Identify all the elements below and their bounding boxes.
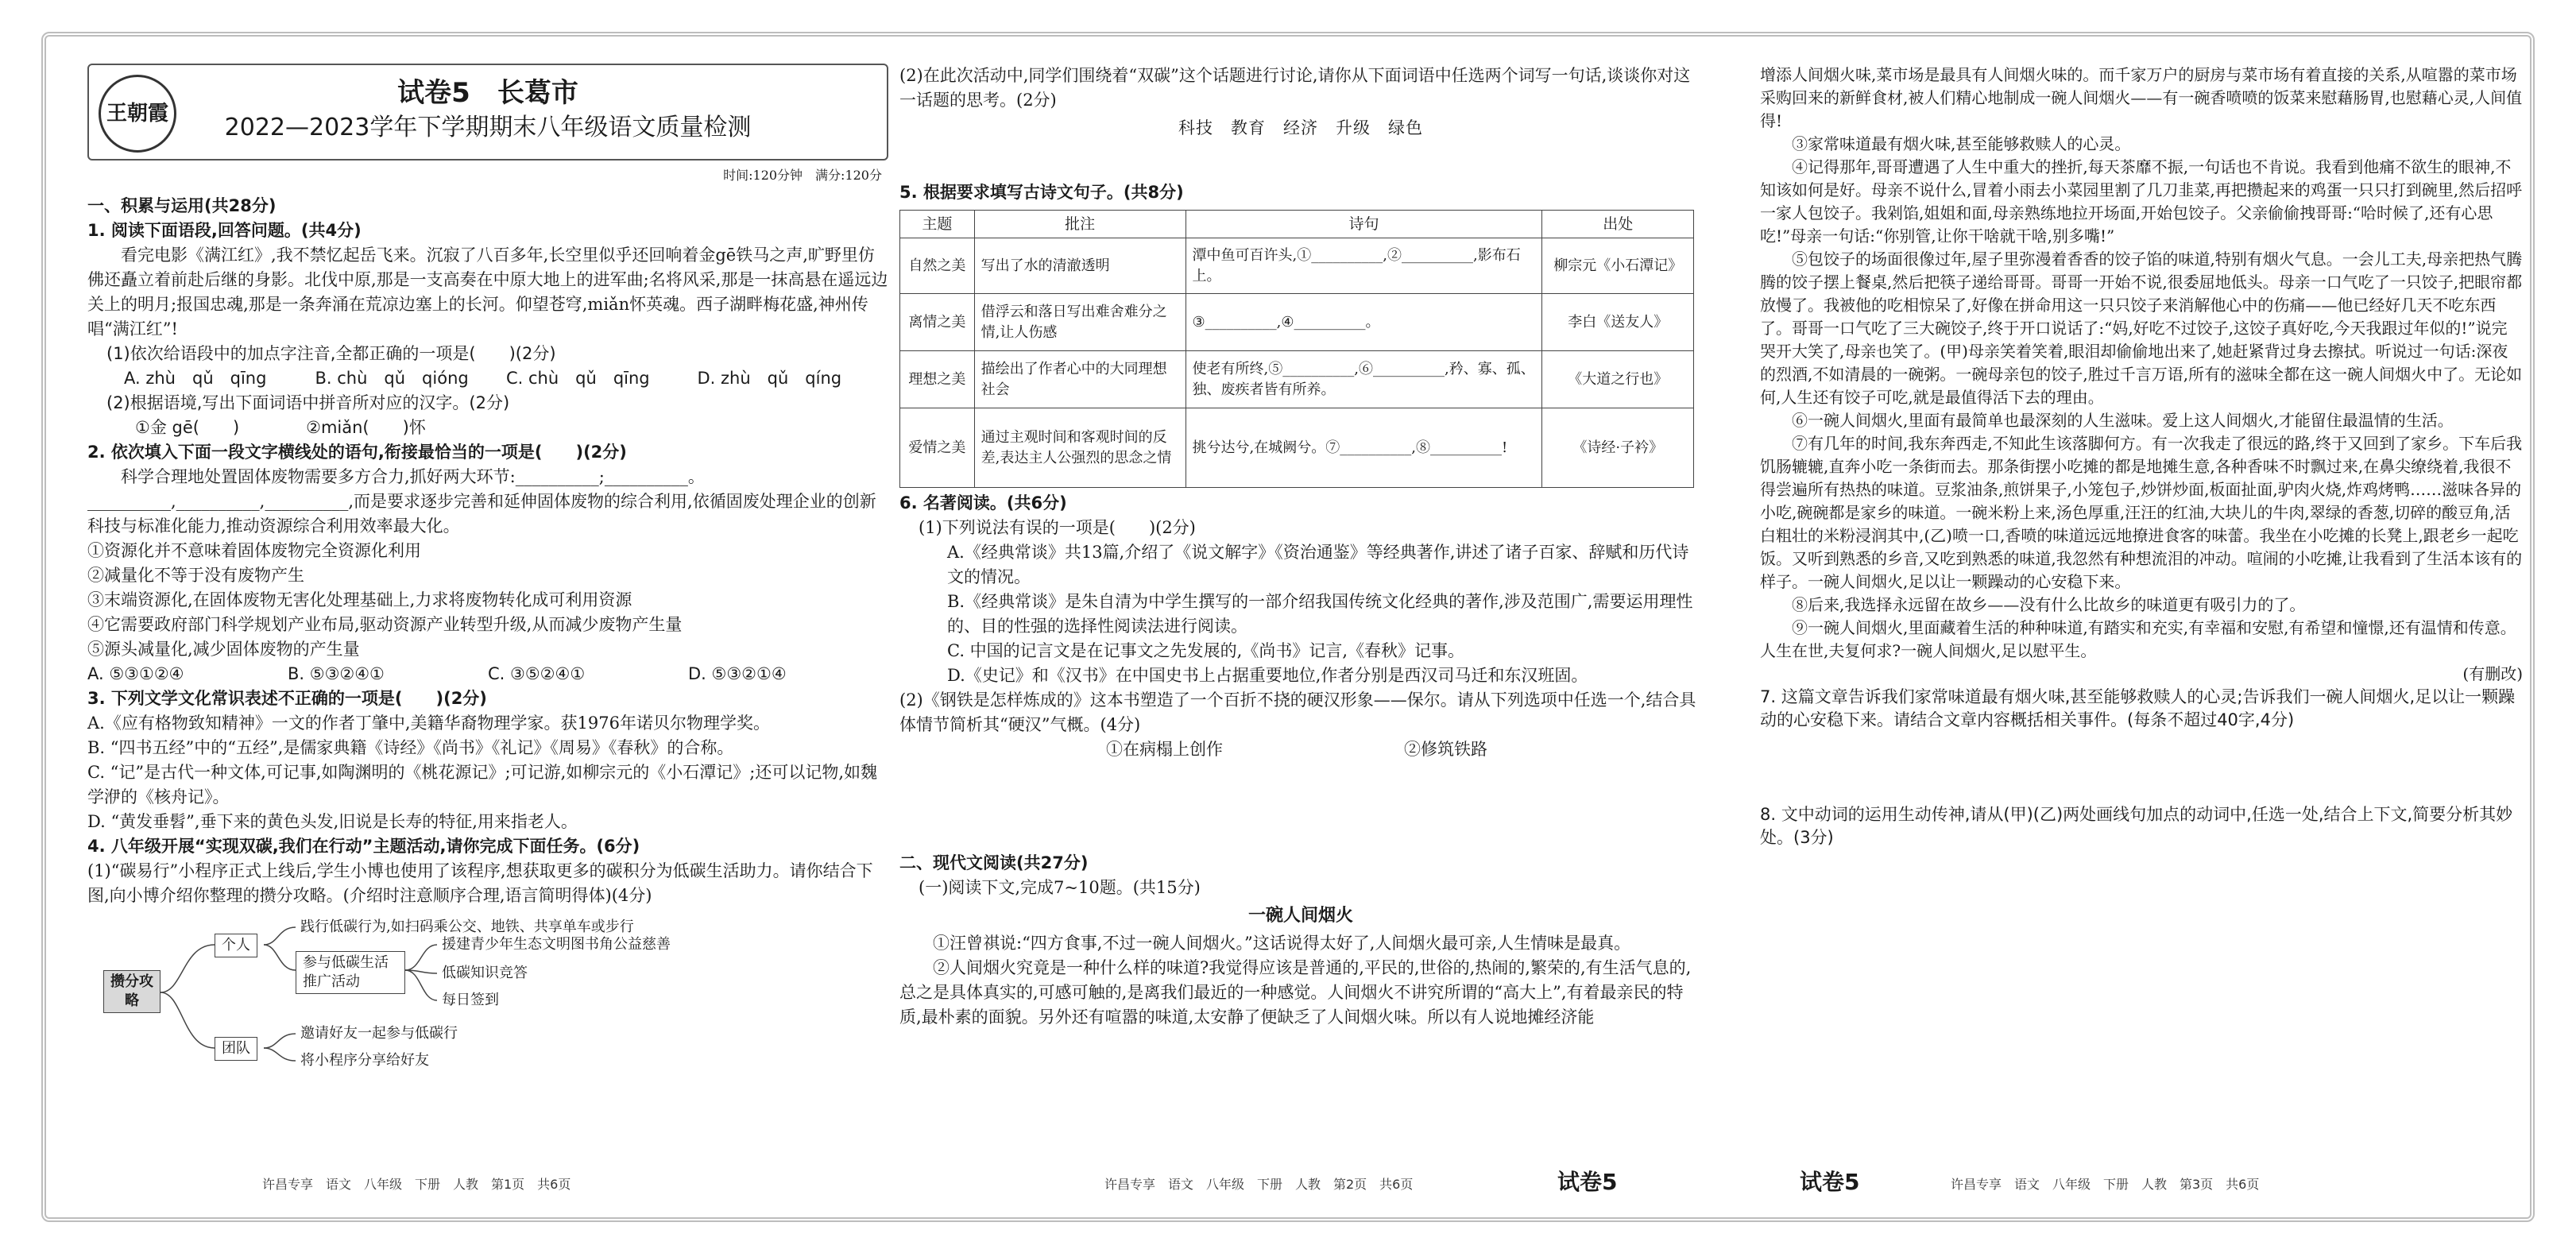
page-footer: 许昌专享 语文 八年级 下册 人教 第3页 共6页 [1951, 1177, 2260, 1192]
table-cell: 爱情之美 [900, 408, 975, 488]
table-cell: 挑兮达兮,在城阙兮。⑦__________,⑧__________! [1186, 408, 1542, 488]
mind-map-personal: 个人 [215, 934, 257, 957]
exam-title: 试卷5 长葛市 [397, 77, 578, 109]
article-paragraph: ⑧后来,我选择永远留在故乡——没有什么比故乡的味道更有吸引力的了。 [1792, 595, 2306, 614]
option-c: C. chù qǔ qīng [506, 369, 650, 388]
list-item: ①资源化并不意味着固体废物完全资源化利用 [87, 541, 421, 560]
page-footer: 许昌专享 语文 八年级 下册 人教 第2页 共6页 [1104, 1177, 1414, 1192]
table-row [900, 408, 1694, 488]
table-header: 批注 [974, 211, 1186, 238]
mind-map-node: 践行低碳行为,如扫码乘公交、地铁、共享单车或步行 [300, 919, 634, 935]
table-cell: 借浮云和落日写出难舍难分之情,让人伤感 [974, 294, 1186, 351]
passage-text: 看完电影《满江红》,我不禁忆起岳飞来。沉寂了八百多年,长空里似乎还回响着金gē铁马之声,旷野里仿佛还矗立着前赴后继的身影。北伐中原,那是一支高奏在中原大地上的进军曲;名将风采,那是一抹高悬在遥远边关上的明月;报国忠魂,那是一条奔涌在荒凉边塞上的长河。仰望苍穹,miǎn怀英魂。西子湖畔梅花盛,神州传唱“满江红”! [87, 246, 888, 338]
fill-blank-line: ①金 gē( ) ②miǎn( )怀 [135, 418, 426, 437]
table-row [900, 238, 1694, 294]
option-2: ②修筑铁路 [1404, 740, 1487, 759]
section-heading: 一、积累与运用(共28分) [87, 196, 277, 215]
question-4: 4. 八年级开展“实现双碳,我们在行动”主题活动,请你完成下面任务。(6分) [87, 837, 640, 856]
section-heading: 二、现代文阅读(共27分) [899, 853, 1089, 872]
option-a: A. zhù qǔ qīng [124, 369, 267, 388]
article-paragraph: ⑥一碗人间烟火,里面有最简单也最深刻的人生滋味。爱上这人间烟火,才能留住最温情的生活。 [1792, 411, 2454, 430]
page-column-3 [1760, 64, 2523, 1172]
list-item: A.《经典常谈》共13篇,介绍了《说文解字》《资治通鉴》等经典著作,讲述了诸子百家、辞赋和历代诗文的情况。 [947, 543, 1689, 586]
question-1: 1. 阅读下面语段,回答问题。(共4分) [87, 221, 362, 240]
poetry-table [899, 210, 1694, 488]
sub-question: (1)“碳易行”小程序正式上线后,学生小博也使用了该程序,想获取更多的碳积分为低碳生活助力。请你结合下图,向小博介绍你整理的攒分攻略。(介绍时注意顺序合理,语言简明得体)(4分) [87, 861, 873, 905]
question-7: 7. 这篇文章告诉我们家常味道最有烟火味,甚至能够救赎人的心灵;告诉我们一碗人间烟火,足以让一颗躁动的心安稳下来。请结合文章内容概括相关事件。(每条不超过40字,4分) [1760, 687, 2516, 729]
mind-map-node: 每日签到 [442, 992, 499, 1008]
list-item: ③末端资源化,在固体废物无害化处理基础上,力求将废物转化成可利用资源 [87, 590, 632, 609]
logo-text: 王朝霞 [106, 101, 168, 126]
options-row [87, 662, 888, 687]
sub-question: (1)依次给语段中的加点字注音,全都正确的一项是( )(2分) [106, 344, 556, 363]
list-item: B.《经典常谈》是朱自清为中学生撰写的一部介绍我国传统文化经典的著作,涉及范围广,需要运用理性的、目的性强的选择性阅读法进行阅读。 [947, 592, 1693, 636]
table-row [900, 351, 1694, 408]
option-1: ①在病榻上创作 [1106, 740, 1223, 759]
exam-mark: 试卷5 [1800, 1169, 1860, 1195]
table-cell: ③__________,④__________。 [1186, 294, 1542, 351]
table-cell: 使老有所终,⑤__________,⑥__________,矜、寡、孤、独、废疾者皆有所养。 [1186, 351, 1542, 408]
sub-question: (2)在此次活动中,同学们围绕着“双碳”这个话题进行讨论,请你从下面词语中任选两个词写一句话,谈谈你对这一话题的思考。(2分) [899, 66, 1691, 110]
mind-map-node: 将小程序分享给好友 [300, 1052, 429, 1069]
page-column-1 [87, 64, 888, 1172]
table-cell: 《大道之行也》 [1542, 351, 1694, 408]
sub-question: (2)根据语境,写出下面词语中拼音所对应的汉字。(2分) [106, 393, 510, 412]
mind-map-node: 低碳知识竞答 [442, 965, 528, 981]
sub-question: (1)下列说法有误的一项是( )(2分) [919, 518, 1196, 537]
table-cell: 写出了水的清澈透明 [974, 238, 1186, 294]
mind-map-node: 邀请好友一起参与低碳行 [300, 1025, 458, 1042]
option-a: A. ⑤③①②④ [87, 664, 184, 683]
list-item: ②减量化不等于没有废物产生 [87, 566, 304, 585]
mind-map-node: 参与低碳生活推广活动 [296, 951, 405, 994]
option-d: D. ⑤③②①④ [688, 664, 787, 683]
table-header: 诗句 [1186, 211, 1542, 238]
table-cell: 柳宗元《小石潭记》 [1542, 238, 1694, 294]
list-item: ④它需要政府部门科学规划产业布局,驱动资源产业转型升级,从而减少废物产生量 [87, 615, 683, 634]
article-paragraph: ⑤包饺子的场面很像过年,屋子里弥漫着香香的饺子馅的味道,特别有烟火气息。一会儿工夫,母亲把热气腾腾的饺子摆上餐桌,然后把筷子递给哥哥。哥哥一开始不说,很委屈地低头。母亲一口气吃了一只饺子,把眼帘都放慢了。我被他的吃相惊呆了,好像在拼命用这一只只饺子来消解他心中的伤痛——他已经好几天不吃东西了。哥哥一口气吃了三大碗饺子,终于开口说话了:“妈,好吃不过饺子,这饺子真好吃,今天我跟过年似的!”说完哭开大笑了,母亲也笑了。(甲)母亲笑着笑着,眼泪却偷偷地出来了,她赶紧背过身去擦拭。听说过一句话:深夜的烈酒,不如清晨的一碗粥。一碗母亲包的饺子,胜过千言万语,所有的滋味全都在这一碗人间烟火中了。无论如何,人生还有饺子可吃,就是最值得活下去的理由。 [1760, 249, 2523, 407]
article-paragraph: ③家常味道最有烟火味,甚至能够救赎人的心灵。 [1792, 134, 2131, 153]
article-paragraph: 增添人间烟火味,菜市场是最具有人间烟火味的。而千家万户的厨房与菜市场有着直接的关系,从喧嚣的菜市场采购回来的新鲜食材,被人们精心地制成一碗人间烟火——有一碗香喷喷的饭菜来慰藉肠胃,也慰藉心灵,人间值得! [1760, 65, 2523, 130]
table-cell: 潭中鱼可百许头,①__________,②__________,影布石上。 [1186, 238, 1542, 294]
brand-logo [99, 75, 176, 153]
article-paragraph: ⑦有几年的时间,我东奔西走,不知此生该落脚何方。有一次我走了很远的路,终于又回到了家乡。下车后我饥肠辘辘,直奔小吃一条街而去。那条街摆小吃摊的都是地摊生意,各种香味不时飘过来,在鼻尖缭绕着,我很不得尝遍所有热热的味道。豆浆油条,煎饼果子,小笼包子,炒饼炒面,板面扯面,驴肉火烧,炸鸡烤鸭……滋味各异的小吃,碗碗都是家乡的味道。一碗米粉上来,汤色厚重,汪汪的红油,大块儿的牛肉,翠绿的香葱,切碎的酸豆角,活白粗壮的米粉浸润其中,(乙)喷一口,香喷的味道远远地撩进食客的味蕾。我坐在小吃摊的长凳上,跟老乡一起吃饭。又听到熟悉的乡音,又吃到熟悉的味道,我忽然有种想流泪的冲动。喧闹的小吃摊,让我看到了生活本该有的样子。一碗人间烟火,足以让一颗躁动的心安稳下来。 [1760, 434, 2523, 591]
table-cell: 李白《送友人》 [1542, 294, 1694, 351]
article-paragraph: ④记得那年,哥哥遭遇了人生中重大的挫折,每天茶靡不振,一句话也不肯说。我看到他痛不欲生的眼神,不知该如何是好。母亲不说什么,冒着小雨去小菜园里割了几刀韭菜,再把攒起来的鸡蛋一只只打到碗里,然后招呼一家人包饺子。我剁馅,姐姐和面,母亲熟练地拉开场面,开始包饺子。父亲偷偷拽哥哥:“哈时候了,还有心思吃!”母亲一句话:“你别管,让你干啥就干啥,别多嘴!” [1760, 157, 2523, 246]
table-row [900, 294, 1694, 351]
article-note: (有删改) [2462, 664, 2523, 683]
table-header-row [900, 211, 1694, 238]
sub-question: (2)《钢铁是怎样炼成的》这本书塑造了一个百折不挠的硬汉形象——保尔。请从下列选项中任选一个,结合具体情节简析其“硬汉”气概。(4分) [899, 690, 1696, 734]
exam-subtitle: 2022—2023学年下学期期末八年级语文质量检测 [224, 114, 752, 141]
passage-text: 科学合理地处置固体废物需要多方合力,抓好两大环节:__________;__________。__________,__________,__________,而是要求逐步完善和延伸固体废物的综合利用,依循固废处理企业的创新科技与标准化能力,推动资源综合利用效率最大化。 [87, 467, 876, 536]
option-b: B. ⑤③②④① [288, 664, 385, 683]
page-footer: 许昌专享 语文 八年级 下册 人教 第1页 共6页 [262, 1177, 571, 1192]
question-3: 3. 下列文学文化常识表述不正确的一项是( )(2分) [87, 689, 487, 708]
question-5: 5. 根据要求填写古诗文句子。(共8分) [899, 183, 1184, 202]
list-item: C. 中国的记言文是在记事文之先发展的,《尚书》记言,《春秋》记事。 [947, 641, 1465, 660]
article-paragraph: ⑨一碗人间烟火,里面藏着生活的种种味道,有踏实和充实,有幸福和安慰,有希望和憧憬,还有温情和传意。人生在世,夫复何求?一碗人间烟火,足以慰平生。 [1760, 618, 2516, 660]
list-item: A.《应有格物致知精神》一文的作者丁肇中,美籍华裔物理学家。获1976年诺贝尔物理学奖。 [87, 714, 770, 733]
exam-mark: 试卷5 [1557, 1169, 1618, 1195]
mind-map-team: 团队 [215, 1037, 257, 1061]
option-b: B. chù qǔ qióng [315, 369, 469, 388]
table-cell: 《诗经·子衿》 [1542, 408, 1694, 488]
table-header: 出处 [1542, 211, 1694, 238]
time-info: 时间:120分钟 满分:120分 [723, 168, 882, 183]
list-item: D.《史记》和《汉书》在中国史书上占据重要地位,作者分别是西汉司马迁和东汉班固。 [947, 666, 1588, 685]
table-cell: 自然之美 [900, 238, 975, 294]
table-cell: 离情之美 [900, 294, 975, 351]
list-item: B. “四书五经”中的“五经”,是儒家典籍《诗经》《尚书》《礼记》《周易》《春秋》的合称。 [87, 738, 734, 757]
page-column-2 [899, 64, 1702, 1172]
table-cell: 通过主观时间和客观时间的反差,表达主人公强烈的思念之情 [974, 408, 1186, 488]
list-item: ⑤源头减量化,减少固体废物的产生量 [87, 640, 360, 659]
list-item: C. “记”是古代一种文体,可记事,如陶渊明的《桃花源记》;可记游,如柳宗元的《小石潭记》;还可以记物,如魏学洢的《核舟记》。 [87, 763, 877, 806]
list-item: D. “黄发垂髫”,垂下来的黄色头发,旧说是长寿的特征,用来指老人。 [87, 812, 578, 831]
word-list: 科技 教育 经济 升级 绿色 [1178, 118, 1423, 137]
article-paragraph: ②人间烟火究竟是一种什么样的味道?我觉得应该是普通的,平民的,世俗的,热闹的,繁荣的,有生活气息的,总之是具体真实的,可感可触的,是离我们最近的一种感觉。人间烟火不讲究所谓的“高大上”,有着最亲民的特质,最朴素的面貌。另外还有喧嚣的味道,太安静了便缺乏了人间烟火味。所以有人说地摊经济能 [899, 958, 1692, 1027]
exam-header [87, 64, 888, 161]
options-row [899, 737, 1702, 762]
article-paragraph: ①汪曾祺说:“四方食事,不过一碗人间烟火。”这话说得太好了,人间烟火最可亲,人生情味是最真。 [933, 934, 1631, 953]
article-title: 一碗人间烟火 [1247, 906, 1353, 926]
question-6: 6. 名著阅读。(共6分) [899, 493, 1067, 512]
options-row [87, 366, 888, 391]
mind-map-node: 援建青少年生态文明图书角公益慈善 [442, 936, 671, 953]
sub-section-heading: (一)阅读下文,完成7~10题。(共15分) [919, 878, 1201, 897]
table-header: 主题 [900, 211, 975, 238]
mind-map [87, 913, 888, 1077]
option-c: C. ③⑤②④① [488, 664, 586, 683]
question-8: 8. 文中动词的运用生动传神,请从(甲)(乙)两处画线句加点的动词中,任选一处,结合上下文,简要分析其妙处。(3分) [1760, 805, 2513, 847]
mind-map-root: 攒分攻略 [103, 970, 161, 1013]
table-cell: 理想之美 [900, 351, 975, 408]
table-cell: 描绘出了作者心中的大同理想社会 [974, 351, 1186, 408]
question-2: 2. 依次填入下面一段文字横线处的语句,衔接最恰当的一项是( )(2分) [87, 443, 627, 462]
option-d: D. zhù qǔ qíng [697, 369, 842, 388]
